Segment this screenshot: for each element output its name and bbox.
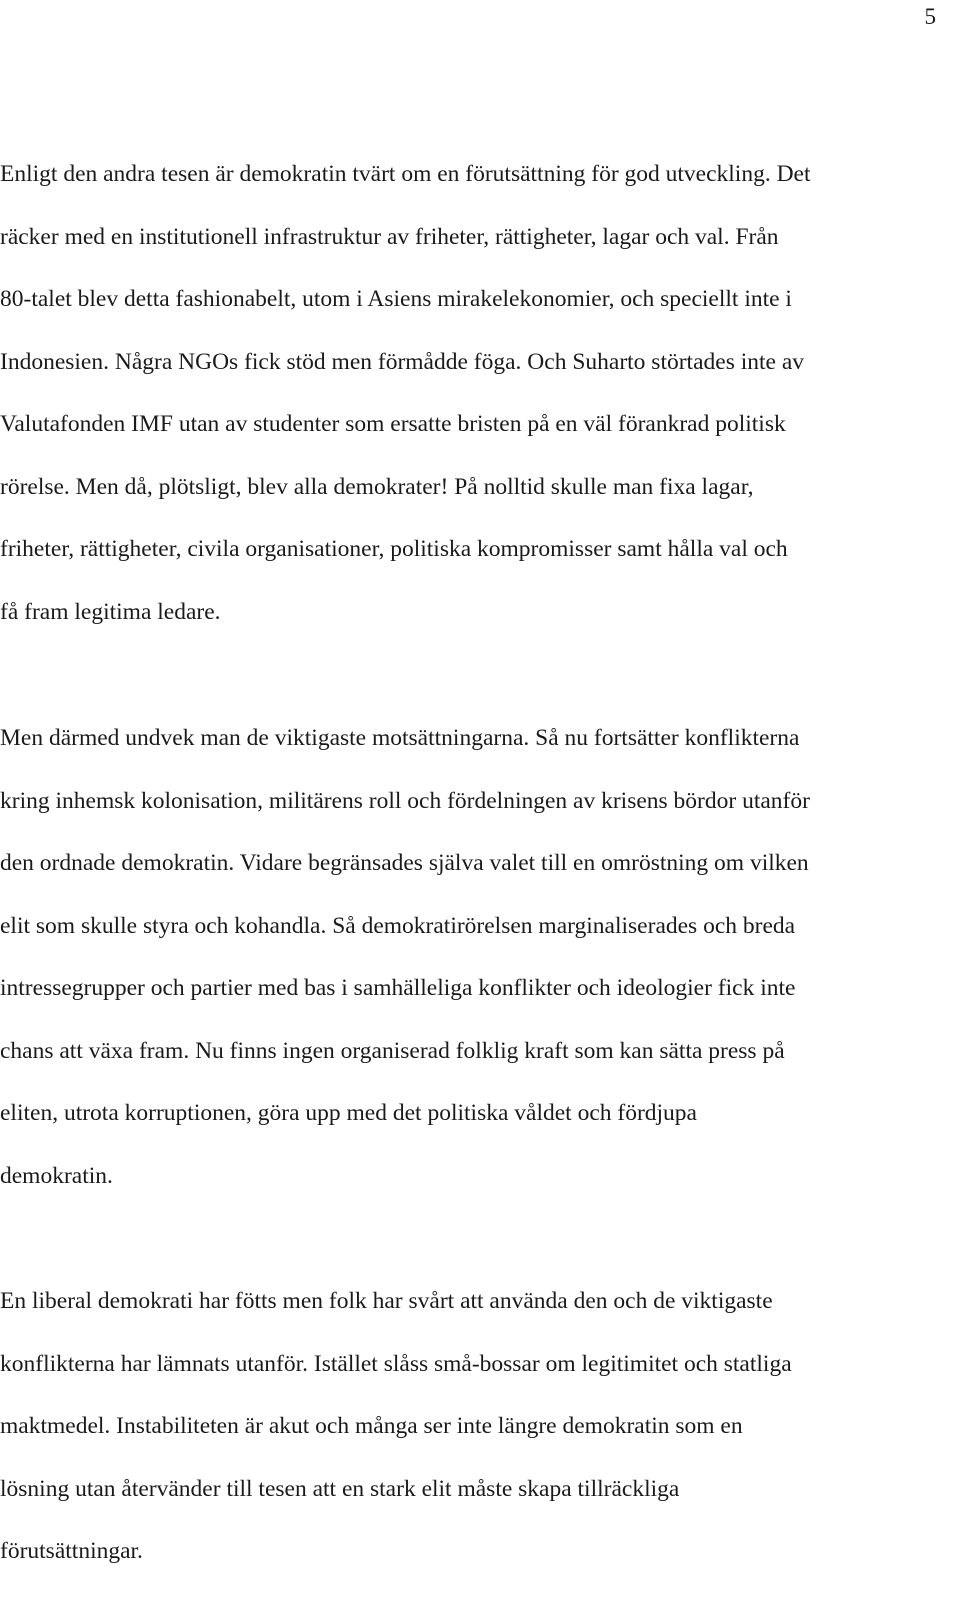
paragraph-3 <box>0 1270 958 1583</box>
page-number: 5 <box>924 4 936 29</box>
text-line: eliten, utrota korruptionen, göra upp med det politiska våldet och fördjupa <box>0 1100 697 1126</box>
text-line: den ordnade demokratin. Vidare begränsades själva valet till en omröstning om vilken <box>0 850 809 876</box>
text-line: Indonesien. Några NGOs fick stöd men förmådde föga. Och Suharto störtades inte av <box>0 348 805 375</box>
text-line: rörelse. Men då, plötsligt, blev alla demokrater! På nolltid skulle man fixa lagar, <box>0 473 754 500</box>
text-line: kring inhemsk kolonisation, militärens roll och fördelningen av krisens bördor utanför <box>0 787 810 814</box>
paragraph-1 <box>0 143 958 643</box>
paragraph-2 <box>0 707 958 1207</box>
text-line: demokratin. <box>0 1162 113 1189</box>
text-line: maktmedel. Instabiliteten är akut och många ser inte längre demokratin som en <box>0 1413 743 1439</box>
text-line: Men därmed undvek man de viktigaste motsättningarna. Så nu fortsätter konflikterna <box>0 725 800 751</box>
text-line: friheter, rättigheter, civila organisationer, politiska kompromisser samt hålla val och <box>0 536 788 562</box>
text-line: räcker med en institutionell infrastruktur av friheter, rättigheter, lagar och val. Från <box>0 223 779 250</box>
text-line: chans att växa fram. Nu finns ingen organiserad folklig kraft som kan sätta press på <box>0 1037 785 1064</box>
text-line: 80-talet blev detta fashionabelt, utom i Asiens mirakelekonomier, och speciellt inte i <box>0 286 792 312</box>
text-line: intressegrupper och partier med bas i samhälleliga konflikter och ideologier fick inte <box>0 975 796 1001</box>
text-line: förutsättningar. <box>0 1538 143 1564</box>
text-line: få fram legitima ledare. <box>0 598 221 625</box>
text-line: Valutafonden IMF utan av studenter som ersatte bristen på en väl förankrad politisk <box>0 411 786 437</box>
text-line: En liberal demokrati har fötts men folk har svårt att använda den och de viktigaste <box>0 1288 773 1314</box>
text-line: Enligt den andra tesen är demokratin tvärt om en förutsättning för god utveckling. Det <box>0 161 811 187</box>
text-line: elit som skulle styra och kohandla. Så demokratirörelsen marginaliserades och breda <box>0 912 796 939</box>
text-line: konflikterna har lämnats utanför. Istället slåss små-bossar om legitimitet och statliga <box>0 1350 792 1377</box>
text-line: lösning utan återvänder till tesen att en stark elit måste skapa tillräckliga <box>0 1475 680 1502</box>
